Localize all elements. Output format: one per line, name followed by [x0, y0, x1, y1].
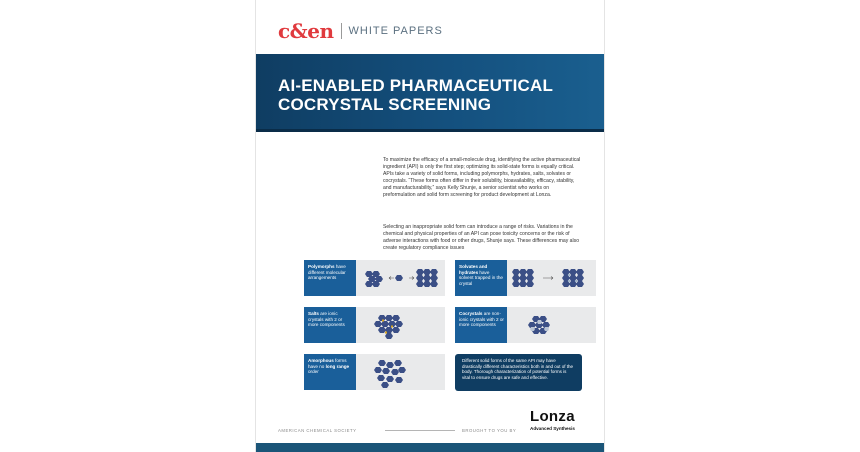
salts-desc: are ionic crystals with 2 or more components	[308, 311, 345, 328]
solvates-desc: have solvent trapped in the crystal	[459, 269, 503, 286]
amorphous-card	[304, 354, 445, 390]
salt-diagram-icon	[358, 307, 445, 343]
cocrystals-card	[455, 307, 596, 343]
cocrystals-label	[455, 307, 507, 343]
white-paper-page	[256, 0, 604, 452]
title-banner	[256, 54, 604, 132]
solvates-label	[455, 260, 507, 296]
amorphous-term: Amorphous	[308, 358, 334, 363]
amorphous-diagram-icon	[358, 354, 445, 390]
polymorphs-label	[304, 260, 356, 296]
polymorphs-desc: have different molecular arrangements	[308, 264, 346, 281]
publisher-label: AMERICAN CHEMICAL SOCIETY	[278, 428, 357, 433]
salts-label	[304, 307, 356, 343]
callout-text: Different solid forms of the same API may have drastically different characteristics both in and out of the body. Thorough characterization of potential forms is vital to ensure drugs are safe and effective.	[462, 358, 573, 380]
cocrystals-term: Cocrystals	[459, 311, 483, 316]
amorphous-label	[304, 354, 356, 390]
cocrystals-desc: are non-ionic crystals with 2 or more components	[459, 311, 504, 328]
brought-by-label: BROUGHT TO YOU BY	[462, 428, 517, 433]
logo-divider	[341, 23, 342, 39]
solvate-diagram-icon	[509, 260, 596, 296]
title-line-1: AI-ENABLED PHARMACEUTICAL	[278, 76, 554, 95]
salts-card	[304, 307, 445, 343]
lonza-logo	[530, 409, 575, 431]
amorphous-desc2: order	[308, 369, 319, 375]
cocrystal-diagram-icon	[509, 307, 596, 343]
cen-brand: c&en	[278, 19, 334, 43]
solvates-card	[455, 260, 596, 296]
intro-paragraph: To maximize the efficacy of a small-molecule drug, identifying the active pharmaceutical ingredient (API) is only the first step; optimizing its solid-state forms is equally critical. APIs take a variety of solid forms, including polymorphs, hydrates, salts, solvates or cocrystals. “These forms often differ in their solubility, bioavailability, efficacy, stability, and manufacturability,” says Kelly Shunje, a senior scientist who works on preformulation and solid form screening for product development at Lonza.	[383, 157, 581, 198]
footer-divider	[385, 430, 455, 431]
lonza-wordmark: Lonza	[530, 408, 575, 425]
salts-term: Salts	[308, 311, 319, 316]
footer-bar	[256, 443, 604, 452]
title-line-2: COCRYSTAL SCREENING	[278, 95, 492, 114]
amorphous-term2: long range	[325, 363, 350, 369]
polymorphs-term: Polymorphs	[308, 264, 335, 269]
polymorph-diagram-icon	[358, 260, 445, 296]
risk-paragraph: Selecting an inappropriate solid form can introduce a range of risks. Variations in the chemical and physical properties of an API can pose toxicity concerns or the risk of adverse interactions with food or other drugs, Shunje says. These differences may also create regulatory compliance issues	[383, 224, 580, 251]
summary-callout	[455, 354, 582, 391]
solvates-term: Solvates and hydrates	[459, 264, 488, 275]
cen-logo	[278, 20, 443, 42]
polymorphs-card	[304, 260, 445, 296]
page-title	[278, 76, 553, 114]
amorphous-desc: forms have no	[308, 358, 347, 369]
lonza-tagline: Advanced Synthesis	[530, 426, 575, 431]
white-papers-label: WHITE PAPERS	[348, 25, 443, 37]
